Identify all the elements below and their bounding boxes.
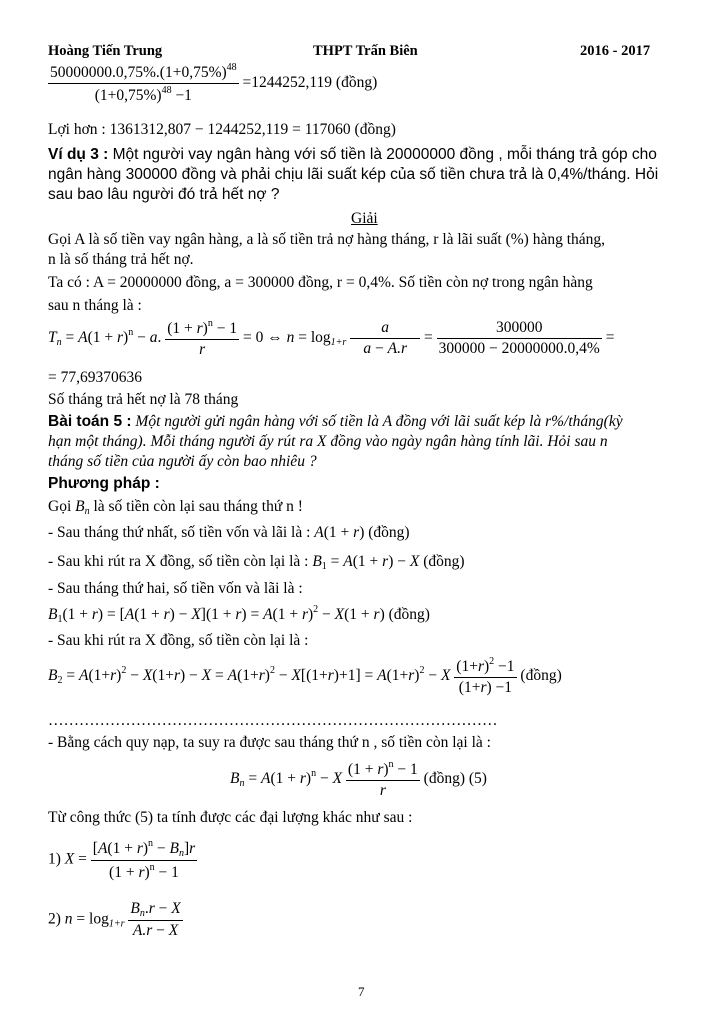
calc1-formula: $\frac{50000000.0,75\%.(1+0,75\%)^{48}}{(1+0,75\%)^{48} -1}$ =1244252,119 (đồng) [50, 62, 378, 104]
problem5-line2: hạn một tháng). Mỗi tháng người ấy rút ra X đồng vào ngày ngân hàng tính lãi. Hỏi sau n [48, 433, 608, 450]
item2-formula: 2) $n = \log_{1+r}$ $\frac{B_n.r - X}{A.r - X}$ [48, 900, 181, 939]
header-years: 2016 - 2017 [580, 43, 651, 59]
solution-title: Giải [351, 210, 378, 227]
step4: - Sau khi rút ra X đồng, số tiền còn lại là : [48, 632, 309, 649]
page-number: 7 [358, 984, 365, 999]
profit-line: Lợi hơn : 1361312,807 − 1244252,119 = 117060 (đồng) [48, 121, 396, 138]
from-formula: Từ công thức (5) ta tính được các đại lượng khác như sau : [48, 809, 413, 826]
step3: - Sau tháng thứ hai, số tiền vốn và lãi là : [48, 580, 303, 597]
example3-line3: sau bao lâu người đó trả hết nợ ? [48, 186, 280, 203]
solution-conclusion: Số tháng trả hết nợ là 78 tháng [48, 391, 239, 408]
solution-line4: sau n tháng là : [48, 297, 142, 314]
problem5-label: Bài toán 5 : [48, 413, 132, 430]
solution-line3: Ta có : A = 20000000 đồng, a = 300000 đồng, r = 0,4%. Số tiền còn nợ trong ngân hàng [48, 274, 593, 291]
example3-line2: ngân hàng 300000 đồng và phải chịu lãi suất kép của số tiền chưa trả là 0,4%/tháng. Hỏi [48, 166, 659, 183]
step2: - Sau khi rút ra X đồng, số tiền còn lại là : $B_1 = A(1 + r) - X$ (đồng) [48, 553, 465, 572]
method-title: Phương pháp : [48, 475, 160, 492]
solution-result: = 77,69370636 [48, 369, 142, 386]
header-author: Hoàng Tiến Trung [48, 43, 163, 59]
solution-line2: n là số tháng trả hết nợ. [48, 251, 194, 268]
method-intro: Gọi $B_n$ là số tiền còn lại sau tháng thứ n ! [48, 498, 303, 517]
header-school: THPT Trấn Biên [313, 43, 418, 59]
calc1-result: =1244252,119 (đồng) [242, 74, 378, 92]
step1: - Sau tháng thứ nhất, số tiền vốn và lãi là : A(1 + r) (đồng) [48, 524, 410, 541]
b2-formula: $B_2 = A(1+r)^2 - X(1+r) - X = A(1+r)^2 - X[(1+r)+1] = A(1+r)^2 - X$ $\frac{(1+r)^2 -1}{(1+r) -1}$ (đồng) [48, 656, 562, 696]
tn-formula: $T_n = A(1 + r)^n - a$. $\frac{(1 + r)^n - 1}{r}$ = 0 ⇔ $n = \log_{1+r}$ $\frac{a}{a - A.r}$ = $\frac{300000}{300000 - 20000000.0,4\%}$ = [48, 318, 615, 358]
dots: …………………………………………………………………………… [48, 712, 498, 729]
problem5-line3: tháng số tiền của người ấy còn bao nhiêu ? [48, 453, 317, 470]
example3-line1: Ví dụ 3 : Một người vay ngân hàng với số tiền là 20000000 đồng , mỗi tháng trả góp cho [48, 146, 657, 163]
step3-formula: $B_1(1 + r) = [A(1 + r) - X](1 + r) = A(1 + r)^2 - X(1 + r)$ (đồng) [48, 604, 430, 625]
example3-label: Ví dụ 3 : [48, 146, 109, 163]
item1-formula: 1) X = $\frac{[A(1 + r)^n - B_n]r}{(1 + r)^n - 1}$ [48, 838, 196, 881]
formula5: $B_n = A(1 + r)^n - X$ $\frac{(1 + r)^n - 1}{r}$ (đồng) (5) [230, 759, 487, 799]
induction-line: - Bằng cách quy nạp, ta suy ra được sau tháng thứ n , số tiền còn lại là : [48, 734, 491, 751]
solution-line1: Gọi A là số tiền vay ngân hàng, a là số tiền trả nợ hàng tháng, r là lãi suất (%) hàng tháng, [48, 231, 606, 248]
problem5-line1: Bài toán 5 : Một người gửi ngân hàng với số tiền là A đồng với lãi suất kép là r%/tháng(kỳ [48, 413, 623, 430]
